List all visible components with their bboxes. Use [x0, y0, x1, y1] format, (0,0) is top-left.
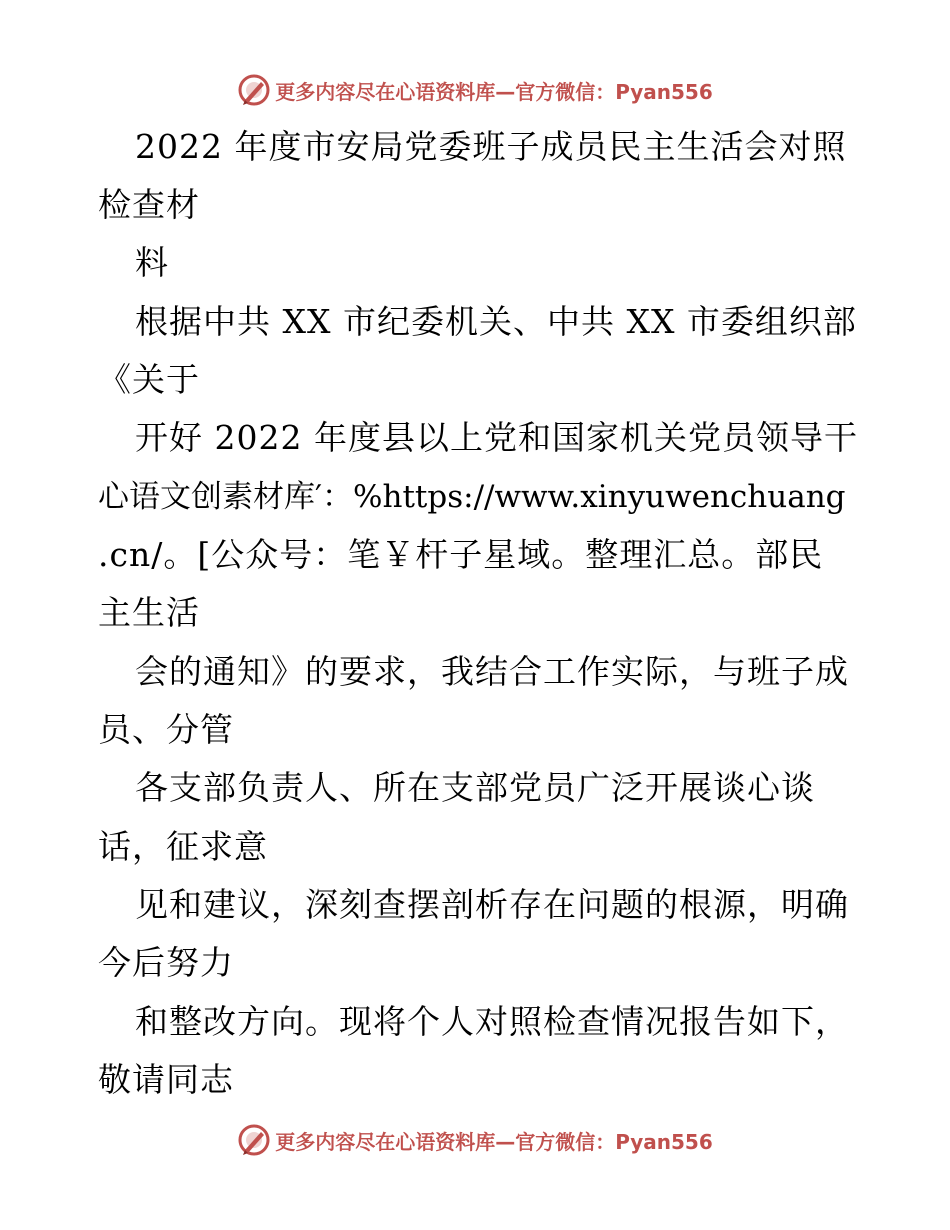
pen-logo-icon [237, 73, 271, 107]
text-line: 敬请同志 [98, 1060, 234, 1099]
text-line: 主生活 [98, 593, 200, 632]
text-line-url: 心语文创素材库′：%https://www.xinyuwenchuang [98, 479, 846, 515]
footer-banner [0, 1120, 950, 1160]
text-line: 料 [135, 243, 169, 282]
header-banner [0, 70, 950, 110]
pen-logo-icon [237, 1123, 271, 1157]
text-line: 和整改方向。现将个人对照检查情况报告如下， [135, 1002, 849, 1041]
footer-banner-text: 更多内容尽在心语资料库—官方微信：Pyan556 [275, 1129, 713, 1154]
text-line: 2022 年度市安局党委班子成员民主生活会对照 [135, 127, 847, 166]
text-line: 开好 2022 年度县以上党和国家机关党员领导干 [135, 418, 858, 457]
text-line: 会的通知》的要求，我结合工作实际，与班子成 [135, 652, 849, 691]
text-line: 各支部负责人、所在支部党员广泛开展谈心谈 [135, 768, 815, 807]
text-line: 话，征求意 [98, 827, 268, 866]
header-banner-text: 更多内容尽在心语资料库—官方微信：Pyan556 [275, 79, 713, 104]
text-line: 员、分管 [98, 710, 234, 749]
text-line: 见和建议，深刻查摆剖析存在问题的根源，明确 [135, 885, 849, 924]
text-line: 根据中共 XX 市纪委机关、中共 XX 市委组织部 [135, 302, 857, 341]
text-line: 《关于 [98, 360, 200, 399]
text-line: 今后努力 [98, 943, 234, 982]
text-line: .cn/。[公众号：笔￥杆子星域。整理汇总。部民 [98, 535, 824, 574]
text-line: 检查材 [98, 185, 200, 224]
